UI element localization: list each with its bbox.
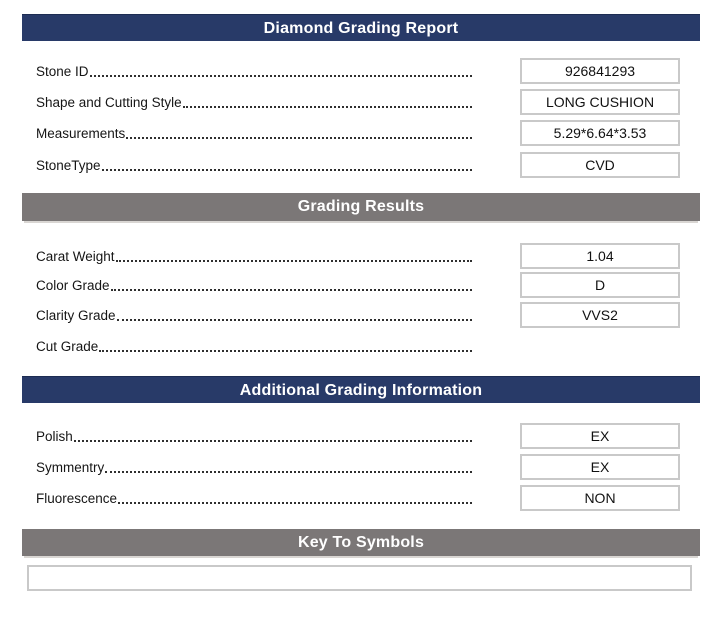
field-label-wrap <box>36 120 472 146</box>
field-label-wrap <box>36 302 472 328</box>
dot-leader <box>105 471 472 473</box>
field-label-wrap <box>36 58 472 84</box>
field-row-fluorescence <box>0 485 720 511</box>
stone-type-label: StoneType <box>36 157 101 173</box>
field-row-carat-weight <box>0 243 720 269</box>
shape-label: Shape and Cutting Style <box>36 94 182 110</box>
dot-leader <box>126 137 472 139</box>
color-grade-label: Color Grade <box>36 277 110 293</box>
field-label-wrap <box>36 333 472 359</box>
dot-leader <box>117 319 472 321</box>
carat-weight-value-field[interactable]: 1.04 <box>520 243 680 269</box>
section-header-diamond-grading-report: Diamond Grading Report <box>22 14 700 41</box>
field-row-polish <box>0 423 720 449</box>
field-row-measurements <box>0 120 720 146</box>
dot-leader <box>116 260 472 262</box>
field-row-stone-type <box>0 152 720 178</box>
polish-label: Polish <box>36 428 73 444</box>
field-label-wrap <box>36 454 472 480</box>
key-to-symbols-field[interactable] <box>27 565 692 591</box>
clarity-grade-label: Clarity Grade <box>36 307 116 323</box>
dot-leader <box>111 289 472 291</box>
polish-value-field[interactable]: EX <box>520 423 680 449</box>
dot-leader <box>118 502 472 504</box>
dot-leader <box>90 75 472 77</box>
field-row-clarity-grade <box>0 302 720 328</box>
cut-grade-label: Cut Grade <box>36 338 99 354</box>
measurements-label: Measurements <box>36 125 126 141</box>
stone-id-value-field[interactable]: 926841293 <box>520 58 680 84</box>
dot-leader <box>102 169 472 171</box>
field-label-wrap <box>36 152 472 178</box>
symmetry-label: Symmentry <box>36 459 105 475</box>
section-header-additional-grading-information: Additional Grading Information <box>22 376 700 403</box>
stone-id-label: Stone ID <box>36 63 89 79</box>
fluorescence-value-field[interactable]: NON <box>520 485 680 511</box>
field-row-stone-id <box>0 58 720 84</box>
symmetry-value-field[interactable]: EX <box>520 454 680 480</box>
field-label-wrap <box>36 272 472 298</box>
field-row-cut-grade <box>0 333 720 359</box>
color-grade-value-field[interactable]: D <box>520 272 680 298</box>
field-row-symmetry <box>0 454 720 480</box>
field-label-wrap <box>36 243 472 269</box>
dot-leader <box>99 350 472 352</box>
field-row-color-grade <box>0 272 720 298</box>
field-label-wrap <box>36 89 472 115</box>
section-header-key-to-symbols: Key To Symbols <box>22 529 700 556</box>
fluorescence-label: Fluorescence <box>36 490 118 506</box>
clarity-grade-value-field[interactable]: VVS2 <box>520 302 680 328</box>
dot-leader <box>74 440 472 442</box>
field-row-shape <box>0 89 720 115</box>
section-header-grading-results: Grading Results <box>22 193 700 221</box>
field-label-wrap <box>36 423 472 449</box>
field-label-wrap <box>36 485 472 511</box>
dot-leader <box>183 106 472 108</box>
stone-type-value-field[interactable]: CVD <box>520 152 680 178</box>
measurements-value-field[interactable]: 5.29*6.64*3.53 <box>520 120 680 146</box>
carat-weight-label: Carat Weight <box>36 248 115 264</box>
shape-value-field[interactable]: LONG CUSHION <box>520 89 680 115</box>
